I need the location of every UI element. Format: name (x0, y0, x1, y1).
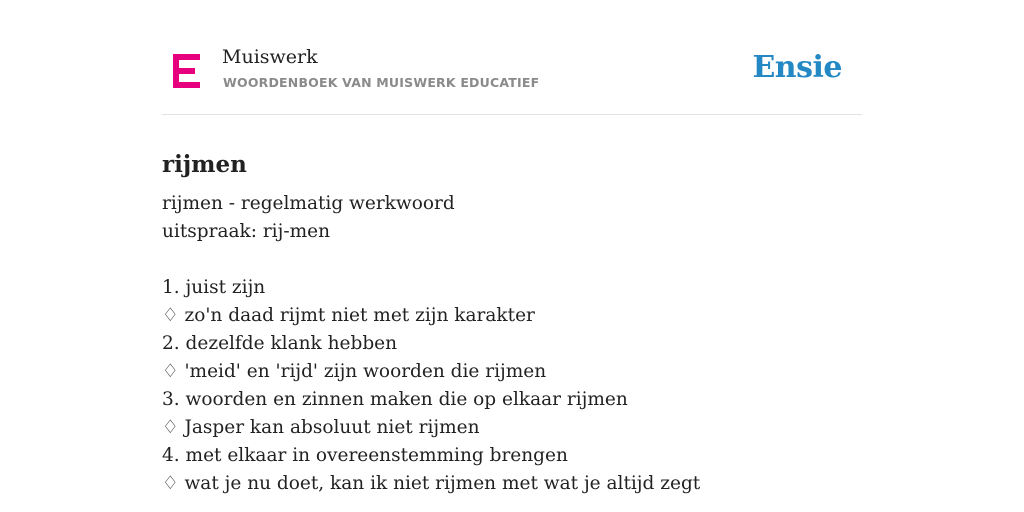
content-spacer (162, 246, 862, 274)
dictionary-page (162, 0, 862, 512)
definition-4: 4. met elkaar in overeenstemming brengen (162, 445, 568, 466)
example-2: ♢ 'meid' en 'rijd' zijn woorden die rijmen (162, 361, 547, 382)
logo-bar-top (173, 54, 200, 60)
example-4: ♢ wat je nu doet, kan ik niet rijmen met wat je altijd zegt (162, 473, 701, 494)
brand-subtitle: WOORDENBOEK VAN MUISWERK EDUCATIEF (223, 75, 540, 90)
example-3: ♢ Jasper kan absoluut niet rijmen (162, 417, 480, 438)
brand-title[interactable]: Muiswerk (222, 46, 318, 68)
logo-bar-middle (173, 68, 195, 74)
site-header (162, 38, 862, 115)
logo-bar-bottom (173, 82, 200, 88)
entry-content (162, 190, 862, 498)
definition-1: 1. juist zijn (162, 277, 266, 298)
pronunciation-line: uitspraak: rij-men (162, 221, 330, 242)
entry-headword: rijmen (162, 151, 247, 179)
grammar-line: rijmen - regelmatig werkwoord (162, 193, 455, 214)
ensie-logo[interactable]: Ensie (752, 50, 842, 85)
definition-3: 3. woorden en zinnen maken die op elkaar rijmen (162, 389, 628, 410)
example-1: ♢ zo'n daad rijmt niet met zijn karakter (162, 305, 535, 326)
muiswerk-logo-icon[interactable] (173, 54, 200, 88)
definition-2: 2. dezelfde klank hebben (162, 333, 398, 354)
